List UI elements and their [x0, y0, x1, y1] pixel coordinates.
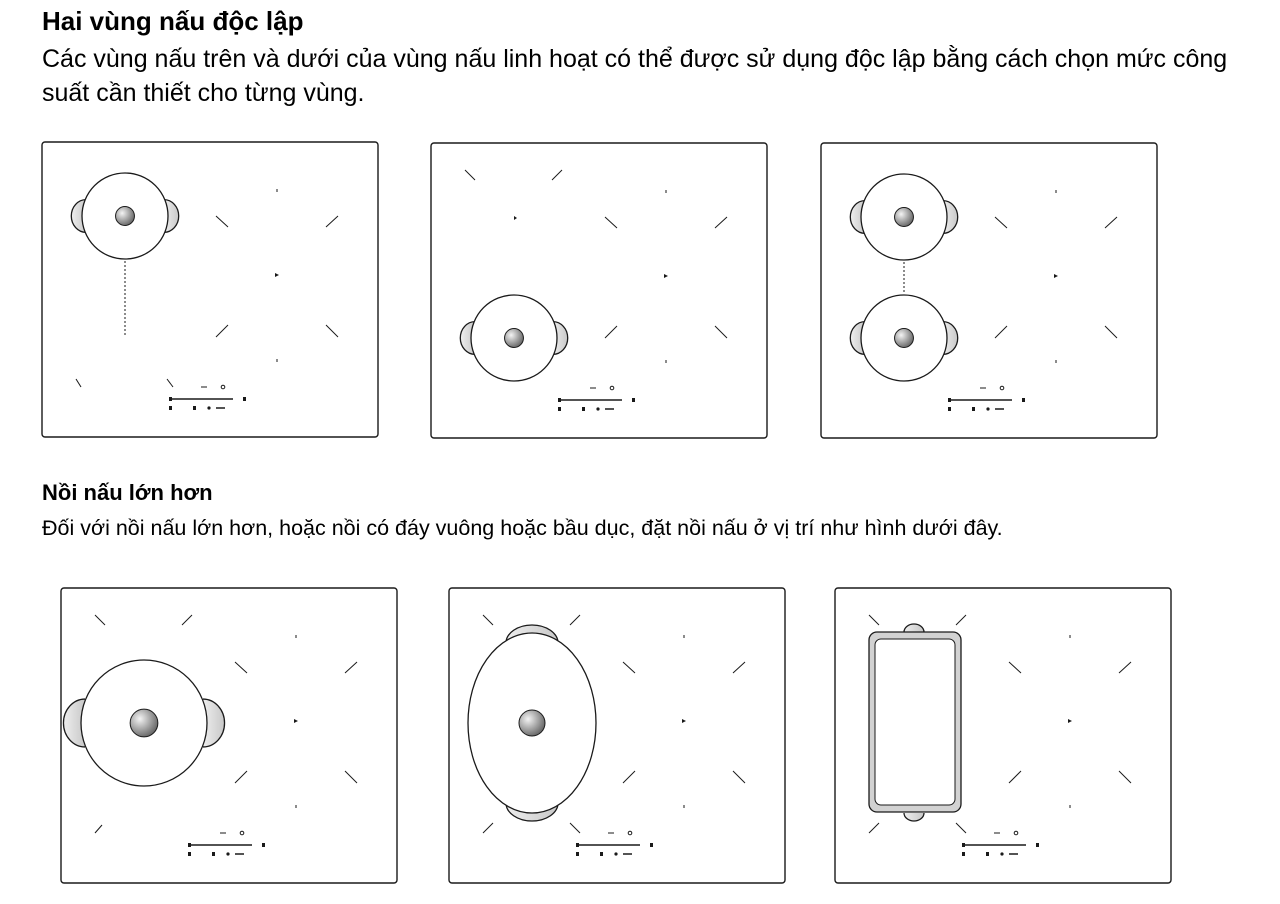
zone-select-icon: [169, 406, 172, 410]
large-round-pot-icon: [60, 587, 400, 885]
zone-select-icon: [962, 852, 965, 856]
zone-select-icon: [1036, 843, 1039, 847]
pot-knob: [895, 208, 914, 227]
rectangular-pan-icon: [834, 587, 1174, 885]
zone-select-icon: [962, 843, 965, 847]
timer-icon: [193, 406, 196, 410]
hob-illustration-4: [60, 587, 400, 885]
zone-select-icon: [243, 397, 246, 401]
zone-select-icon: [188, 843, 191, 847]
section-title-larger-pots: Nồi nấu lớn hơn: [42, 480, 213, 505]
hob-illustration-1: [41, 141, 381, 439]
zone-select-icon: [650, 843, 653, 847]
section-title-independent-zones: Hai vùng nấu độc lập: [42, 6, 304, 36]
pan-base: [875, 639, 955, 805]
lock-icon: [614, 852, 617, 855]
hob-illustration-3: [820, 142, 1160, 440]
hob-illustration-2: [430, 142, 770, 440]
lock-icon: [207, 406, 210, 409]
round-pot-icon: [430, 142, 770, 440]
pot-knob: [895, 329, 914, 348]
zone-select-icon: [632, 398, 635, 402]
pot-knob: [505, 329, 524, 348]
hob-border: [42, 142, 378, 437]
pot-knob: [116, 207, 135, 226]
oval-pot-icon: [448, 587, 788, 885]
lock-icon: [1000, 852, 1003, 855]
section-description-larger-pots: Đối với nồi nấu lớn hơn, hoặc nồi có đáy vuông hoặc bầu dục, đặt nồi nấu ở vị trí như hình dưới đây.: [42, 516, 1003, 540]
zone-select-icon: [558, 407, 561, 411]
hob-border: [821, 143, 1157, 438]
timer-icon: [212, 852, 215, 856]
zone-select-icon: [576, 843, 579, 847]
lock-icon: [596, 407, 599, 410]
timer-icon: [582, 407, 585, 411]
lock-icon: [226, 852, 229, 855]
zone-select-icon: [262, 843, 265, 847]
zone-select-icon: [188, 852, 191, 856]
round-pot-icon: [41, 141, 381, 439]
hob-illustration-5: [448, 587, 788, 885]
timer-icon: [600, 852, 603, 856]
timer-icon: [972, 407, 975, 411]
timer-icon: [986, 852, 989, 856]
hob-border: [431, 143, 767, 438]
zone-select-icon: [169, 397, 172, 401]
zone-select-icon: [558, 398, 561, 402]
zone-select-icon: [948, 407, 951, 411]
hob-illustration-6: [834, 587, 1174, 885]
zone-select-icon: [948, 398, 951, 402]
zone-select-icon: [576, 852, 579, 856]
pot-knob: [130, 709, 158, 737]
zone-select-icon: [1022, 398, 1025, 402]
lock-icon: [986, 407, 989, 410]
two-round-pots-icon: [820, 142, 1160, 440]
pot-knob: [519, 710, 545, 736]
section-description-independent-zones: Các vùng nấu trên và dưới của vùng nấu linh hoạt có thể được sử dụng độc lập bằng cách chọn mức công suất cần thiết cho từng vùng.: [42, 45, 1228, 107]
